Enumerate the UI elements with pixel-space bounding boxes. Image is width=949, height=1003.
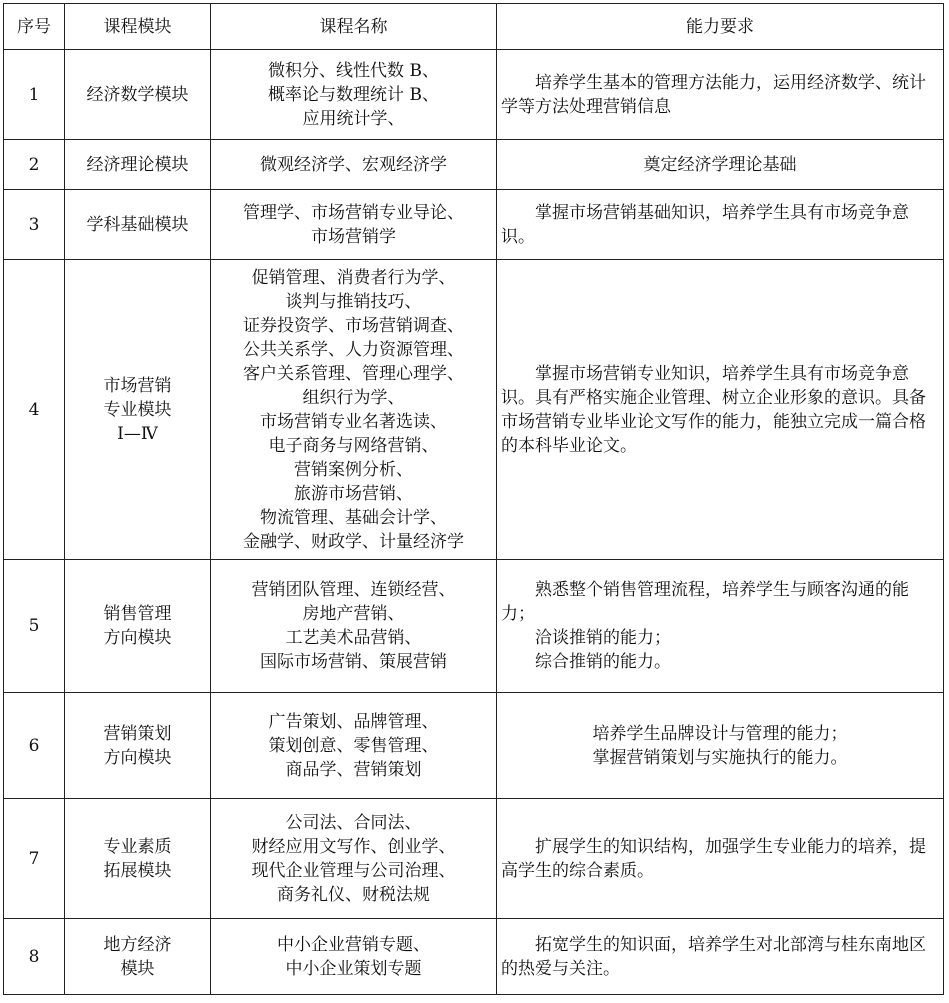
header-index: 序号 [4, 4, 65, 50]
row-courses [211, 560, 497, 693]
table-row [4, 560, 944, 693]
table-row [4, 260, 944, 560]
row-index: 1 [4, 50, 65, 140]
row-module [65, 560, 211, 693]
course-line: 应用统计学、 [302, 108, 405, 129]
course-line: 中小企业营销专题、 [277, 934, 430, 955]
course-line: 财经应用文写作、创业学、 [251, 836, 456, 857]
course-line: 公共关系学、人力资源管理、 [243, 339, 464, 360]
course-line: 工艺美术品营销、 [285, 628, 422, 648]
row-module [65, 260, 211, 560]
course-line: 微观经济学、宏观经济学 [260, 154, 447, 175]
table-row [4, 799, 944, 919]
row-requirements [497, 560, 944, 693]
course-line: 商品学、营销策划 [285, 759, 422, 780]
course-line: 促销管理、消费者行为学、 [251, 267, 456, 288]
row-courses [211, 140, 497, 190]
row-requirements [497, 799, 944, 919]
course-line: 客户关系管理、管理心理学、 [243, 363, 464, 384]
table-row [4, 919, 944, 995]
course-line: 概率论与数理统计 B、 [268, 84, 439, 105]
course-line: 策划创意、零售管理、 [268, 735, 439, 756]
header-module: 课程模块 [65, 4, 211, 50]
requirement-text: 培养学生基本的管理方法能力，运用经济数学、统计学等方法处理营销信息 [501, 72, 926, 117]
course-line: 营销团队管理、连锁经营、 [251, 580, 456, 600]
course-module-table [3, 3, 944, 995]
row-index: 2 [4, 140, 65, 190]
course-line: 金融学、财政学、计量经济学 [243, 531, 464, 552]
course-line: 市场营销学 [311, 226, 396, 247]
module-line: 经济理论模块 [86, 154, 189, 175]
table-row [4, 50, 944, 140]
course-line: 旅游市场营销、 [294, 483, 413, 504]
course-line: 物流管理、基础会计学、 [260, 507, 447, 528]
course-line: 管理学、市场营销专业导论、 [243, 202, 464, 223]
row-module [65, 190, 211, 260]
requirement-text: 熟悉整个销售管理流程，培养学生与顾客沟通的能力； [501, 580, 909, 624]
module-line: 地方经济 [103, 934, 172, 955]
module-line: 专业模块 [103, 399, 172, 420]
requirement-text: 洽谈推销的能力； [535, 628, 671, 648]
row-requirements [497, 260, 944, 560]
row-module [65, 693, 211, 799]
module-line: 学科基础模块 [86, 214, 189, 235]
course-line: 营销案例分析、 [294, 459, 413, 480]
course-line: 公司法、合同法、 [285, 812, 422, 833]
course-line: 中小企业策划专题 [285, 958, 422, 979]
row-courses [211, 919, 497, 995]
row-requirements [497, 190, 944, 260]
row-index: 7 [4, 799, 65, 919]
module-line: Ⅰ—Ⅳ [117, 423, 158, 444]
module-line: 营销策划 [103, 723, 172, 744]
row-module [65, 919, 211, 995]
row-courses [211, 190, 497, 260]
course-line: 市场营销专业名著选读、 [260, 411, 447, 432]
course-line: 电子商务与网络营销、 [268, 435, 439, 456]
row-requirements [497, 919, 944, 995]
module-line: 方向模块 [103, 747, 172, 768]
requirement-text: 培养学生品牌设计与管理的能力； [592, 723, 848, 744]
course-line: 微积分、线性代数 B、 [268, 60, 439, 81]
row-requirements [497, 693, 944, 799]
course-line: 组织行为学、 [302, 387, 405, 408]
row-index: 4 [4, 260, 65, 560]
module-line: 经济数学模块 [86, 84, 189, 105]
requirement-text: 掌握市场营销基础知识，培养学生具有市场竞争意识。 [501, 202, 909, 247]
table-row [4, 190, 944, 260]
header-requirements: 能力要求 [497, 4, 944, 50]
module-line: 模块 [120, 958, 155, 979]
row-courses [211, 799, 497, 919]
table-header-row [4, 4, 944, 50]
requirement-text: 拓宽学生的知识面，培养学生对北部湾与桂东南地区的热爱与关注。 [501, 934, 926, 979]
course-line: 商务礼仪、财税法规 [277, 884, 430, 905]
row-index: 3 [4, 190, 65, 260]
row-index: 6 [4, 693, 65, 799]
requirement-text: 扩展学生的知识结构，加强学生专业能力的培养，提高学生的综合素质。 [501, 836, 926, 881]
course-line: 证券投资学、市场营销调查、 [243, 315, 464, 336]
row-requirements [497, 50, 944, 140]
course-line: 谈判与推销技巧、 [285, 291, 422, 312]
requirement-text: 掌握营销策划与实施执行的能力。 [592, 747, 848, 768]
row-index: 8 [4, 919, 65, 995]
row-module [65, 140, 211, 190]
course-line: 房地产营销、 [302, 604, 405, 624]
header-courses: 课程名称 [211, 4, 497, 50]
row-courses [211, 260, 497, 560]
row-module [65, 50, 211, 140]
row-requirements [497, 140, 944, 190]
course-line: 广告策划、品牌管理、 [268, 711, 439, 732]
table-row [4, 140, 944, 190]
row-module [65, 799, 211, 919]
row-courses [211, 50, 497, 140]
table-row [4, 693, 944, 799]
module-line: 销售管理 [103, 604, 172, 624]
row-index: 5 [4, 560, 65, 693]
requirement-text: 综合推销的能力。 [535, 652, 671, 672]
module-line: 拓展模块 [103, 860, 172, 881]
requirement-text: 掌握市场营销专业知识，培养学生具有市场竞争意识。具有严格实施企业管理、树立企业形象的意识。具备市场营销专业毕业论文写作的能力，能独立完成一篇合格的本科毕业论文。 [501, 363, 926, 456]
module-line: 方向模块 [103, 628, 172, 648]
course-line: 国际市场营销、策展营销 [260, 652, 447, 672]
module-line: 市场营销 [103, 375, 172, 396]
module-line: 专业素质 [103, 836, 172, 857]
requirement-text: 奠定经济学理论基础 [643, 154, 797, 175]
row-courses [211, 693, 497, 799]
course-line: 现代企业管理与公司治理、 [251, 860, 456, 881]
